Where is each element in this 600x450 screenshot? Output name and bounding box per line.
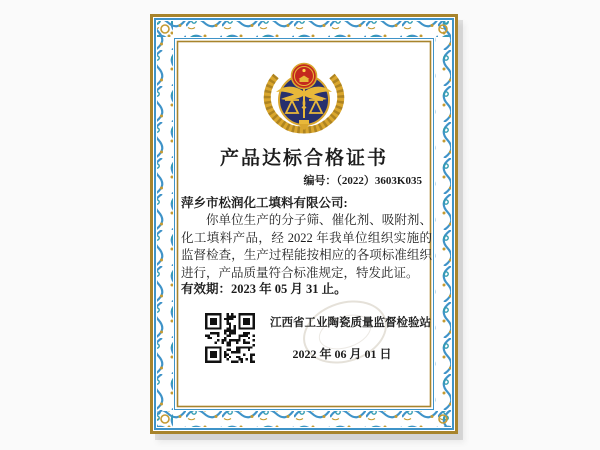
certificate-document <box>150 14 458 434</box>
certificate-title: 产品达标合格证书 <box>219 148 388 169</box>
serial-number: 编号：（2022）3603K035 <box>303 175 422 187</box>
issuing-authority: 江西省工业陶瓷质量监督检验站 <box>270 317 431 329</box>
recipient-company-name: 萍乡市松润化工填料有限公司: <box>181 196 348 210</box>
issue-date: 2022 年 06 月 01 日 <box>292 347 392 361</box>
qr-code <box>205 313 255 363</box>
quality-supervision-emblem-icon <box>256 56 352 134</box>
validity-date: 有效期：2023 年 05 月 31 止。 <box>181 282 347 296</box>
certificate-body-text: 你单位生产的分子筛、催化剂、吸附剂、化工填料产品，经 2022 年我单位组织实施的监督检查，生产过程能按相应的各项标准组织进行，产品质量符合标准规定，特发此证。 <box>181 213 432 280</box>
